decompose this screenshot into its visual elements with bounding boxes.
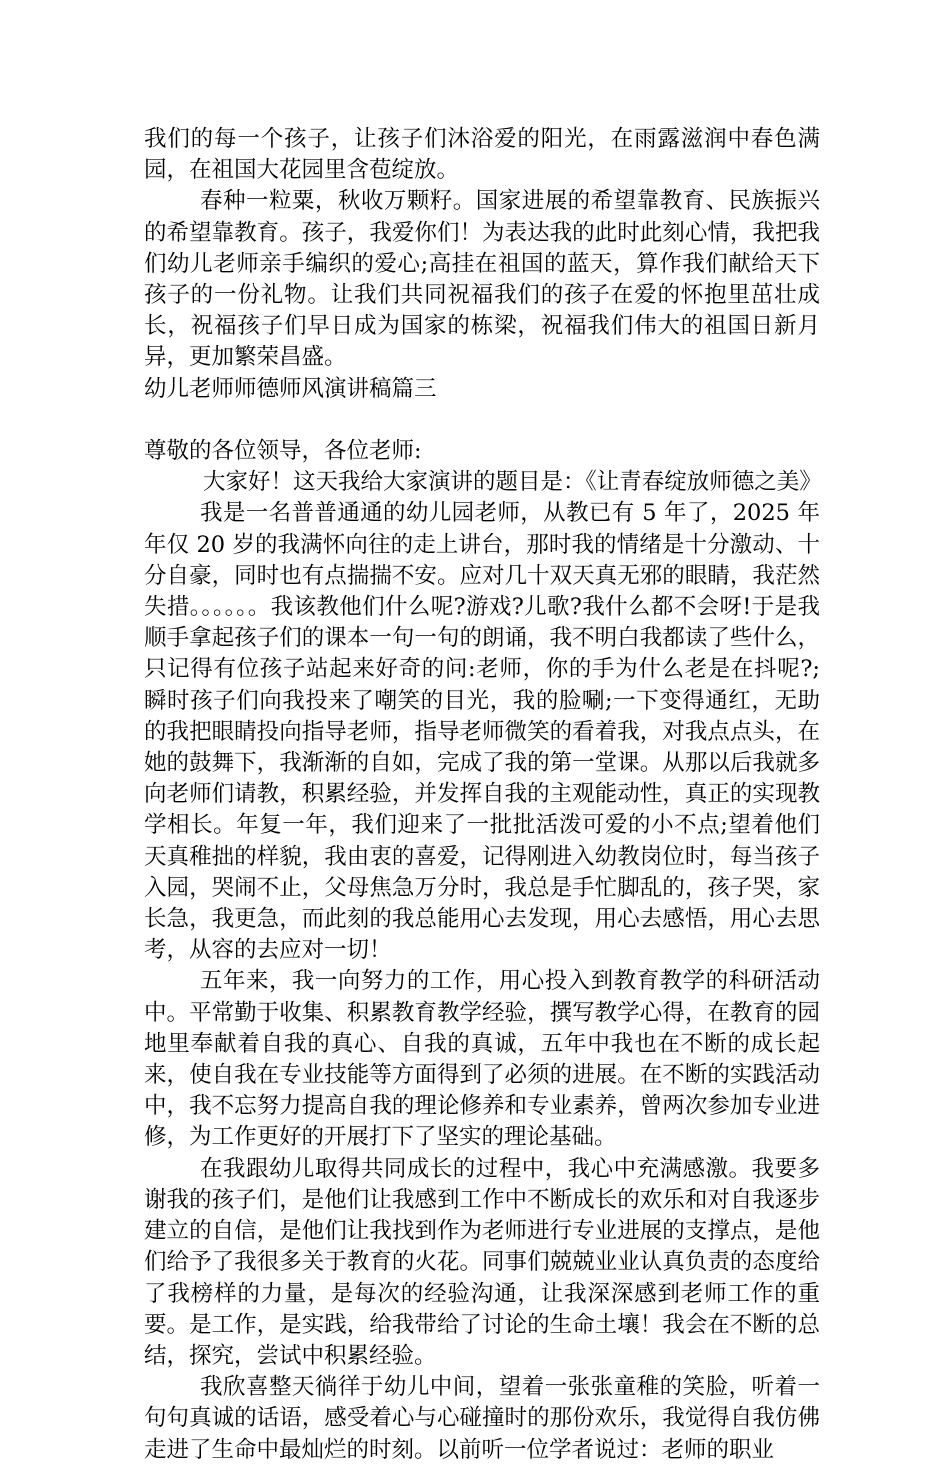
document-body (144, 124, 820, 1466)
section-title: 幼儿老师师德师风演讲稿篇三 (144, 375, 437, 402)
paragraph-continued: 我们的每一个孩子，让孩子们沐浴爱的阳光，在雨露滋润中春色满园，在祖国大花园里含苞绽放。 (144, 126, 820, 184)
greeting: 大家好！这天我给大家演讲的题目是：《让青春绽放师德之美》 (203, 469, 822, 496)
paragraph-teacher-story: 我是一名普普通通的幼儿园老师，从教已有 5 年了，2025 年年仅 20 岁的我满怀向往的走上讲台，那时我的情绪是十分激动、十分自豪，同时也有点揣揣不安。应对几十双天真无邪的眼睛，我茫然失措。。。。。。我该教他们什么呢?游戏?儿歌?我什么都不会呀!于是我顺手拿起孩子们的课本一句一句的朗诵，我不明白我都读了些什么，只记得有位孩子站起来好奇的问:老师，你的手为什么老是在抖呢?;瞬时孩子们向我投来了嘲笑的目光，我的脸唰;一下变得通红，无助的我把眼睛投向指导老师，指导老师微笑的看着我，对我点点头，在她的鼓舞下，我渐渐的自如，完成了我的第一堂课。从那以后我就多向老师们请教，积累经验，并发挥自我的主观能动性，真正的实现教学相长。年复一年，我们迎来了一批批活泼可爱的小不点;望着他们天真稚拙的样貌，我由衷的喜爱，记得刚进入幼教岗位时，每当孩子入园，哭闹不止，父母焦急万分时，我总是手忙脚乱的，孩子哭，家长急，我更急，而此刻的我总能用心去发现，用心去感悟，用心去思考，从容的去应对一切！ (144, 500, 820, 964)
blank-line (144, 405, 820, 436)
paragraph-gratitude: 在我跟幼儿取得共同成长的过程中，我心中充满感激。我要多谢我的孩子们，是他们让我感到工作中不断成长的欢乐和对自我逐步建立的自信，是他们让我找到作为老师进行专业进展的支撑点，是他们给予了我很多关于教育的火花。同事们兢兢业业认真负责的态度给了我榜样的力量，是每次的经验沟通，让我深深感到老师工作的重要。是工作，是实践，给我带给了讨论的生命土壤！我会在不断的总结，探究，尝试中积累经验。 (144, 1155, 820, 1369)
paragraph-joy: 我欣喜整天徜徉于幼儿中间，望着一张张童稚的笑脸，听着一句句真诚的话语，感受着心与心碰撞时的那份欢乐，我觉得自我仿佛走进了生命中最灿烂的时刻。以前听一位学者说过：老师的职业 (144, 1374, 820, 1463)
paragraph-spring-sowing: 春种一粒粟，秋收万颗籽。国家进展的希望靠教育、民族振兴的希望靠教育。孩子，我爱你们！为表达我的此时此刻心情，我把我们幼儿老师亲手编织的爱心;高挂在祖国的蓝天，算作我们献给天下孩子的一份礼物。让我们共同祝福我们的孩子在爱的怀抱里茁壮成长，祝福孩子们早日成为国家的栋梁，祝福我们伟大的祖国日新月异，更加繁荣昌盛。 (144, 188, 820, 371)
paragraph-five-years: 五年来，我一向努力的工作，用心投入到教育教学的科研活动中。平常勤于收集、积累教育教学经验，撰写教学心得，在教育的园地里奉献着自我的真心、自我的真诚，五年中我也在不断的成长起来，使自我在专业技能等方面得到了必须的进展。在不断的实践活动中，我不忘努力提高自我的理论修养和专业素养，曾两次参加专业进修，为工作更好的开展打下了坚实的理论基础。 (144, 968, 820, 1151)
salutation: 尊敬的各位领导，各位老师: (144, 438, 422, 465)
